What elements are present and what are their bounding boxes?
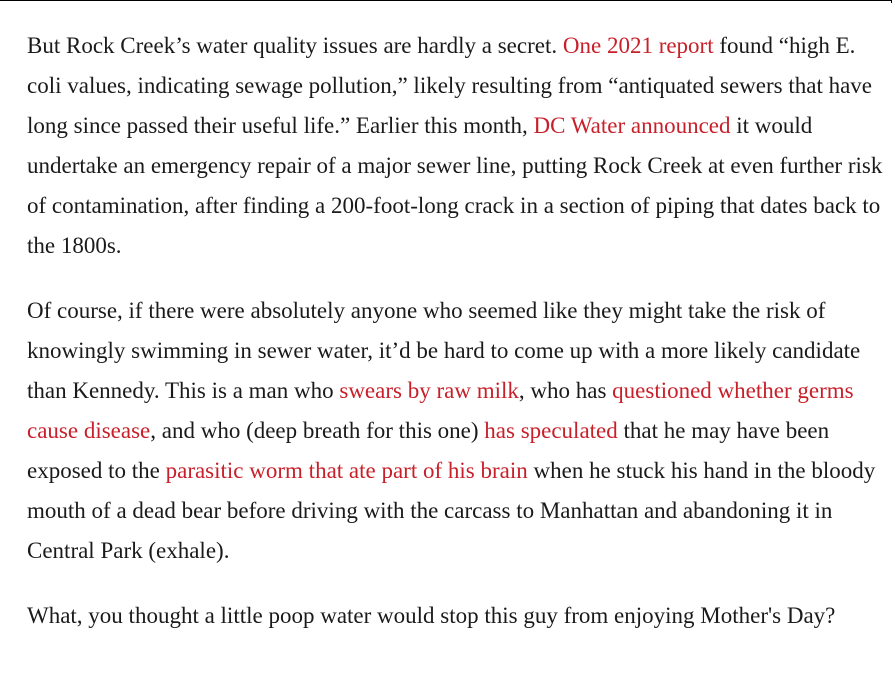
top-divider [0, 0, 891, 1]
link-parasitic-worm[interactable]: parasitic worm that ate part of his brain [165, 458, 528, 483]
text-run: Of course, if there were absolutely anyone who seemed like they might take the risk of knowingly swimming in sewer water, it’d be hard to come up with a more likely candidate than Kennedy. This is a man who [27, 298, 861, 403]
text-run: , who has [518, 378, 613, 403]
text-run: What, you thought a little poop water would stop this guy from enjoying Mother's Day? [27, 603, 836, 628]
paragraph-closing-question [27, 596, 889, 636]
link-2021-report[interactable]: One 2021 report [562, 33, 714, 58]
text-run: , and who (deep breath for this one) [150, 418, 485, 443]
text-run: when he stuck his hand in the bloody mouth of a dead bear before driving with the carcass to Manhattan and abandoning it in Central Park (exhale). [27, 458, 876, 563]
paragraph-rock-creek-water-quality [27, 26, 889, 266]
link-dc-water-announced[interactable]: DC Water announced [533, 113, 731, 138]
article-body [27, 26, 889, 661]
text-run: But Rock Creek’s water quality issues are hardly a secret. [27, 33, 563, 58]
paragraph-kennedy-candidate [27, 291, 889, 571]
link-has-speculated[interactable]: has speculated [484, 418, 618, 443]
text-run: it would undertake an emergency repair of a major sewer line, putting Rock Creek at even further risk of contamination, after finding a 200-foot-long crack in a section of piping that dates back to the 1800s. [27, 113, 883, 258]
corner-divider [891, 0, 892, 3]
text-run: that he may have been exposed to the [27, 418, 830, 483]
link-questioned-germs[interactable]: questioned whether germs cause disease [27, 378, 854, 443]
text-run: found “high E. coli values, indicating sewage pollution,” likely resulting from “antiquated sewers that have long since passed their useful life.” Earlier this month, [27, 33, 873, 138]
link-swears-by-raw-milk[interactable]: swears by raw milk [339, 378, 519, 403]
